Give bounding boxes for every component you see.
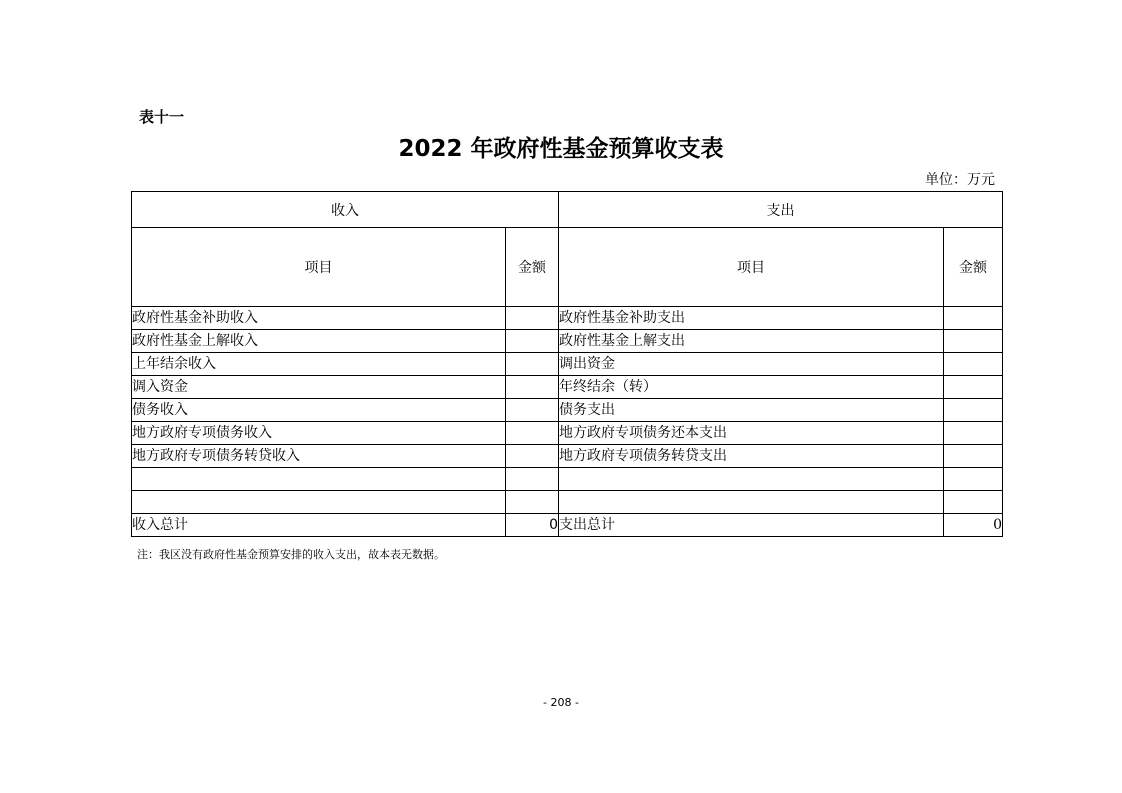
expense-item-cell: 政府性基金上解支出 [559,330,944,353]
expense-amount-header: 金额 [944,228,1003,307]
income-item-header: 项目 [132,228,506,307]
expense-item-cell: 调出资金 [559,353,944,376]
expense-item-cell: 地方政府专项债务转贷支出 [559,445,944,468]
income-amount-cell [506,468,559,491]
income-header: 收入 [132,192,559,228]
table-row [132,468,1003,491]
expense-item-cell: 年终结余（转） [559,376,944,399]
income-total-label: 收入总计 [132,514,506,537]
income-item-cell: 地方政府专项债务收入 [132,422,506,445]
expense-category-cell: 债务支出 [559,399,944,422]
expense-amount-cell [944,445,1003,468]
table-label: 表十一 [139,108,185,126]
expense-amount-cell [944,330,1003,353]
section-header-row [132,192,1003,228]
table-row [132,307,1003,330]
budget-table [131,191,1003,537]
income-amount-cell [506,422,559,445]
expense-item-cell: 地方政府专项债务还本支出 [559,422,944,445]
expense-total-label: 支出总计 [559,514,944,537]
table-row [132,353,1003,376]
table-row [132,399,1003,422]
income-amount-cell [506,445,559,468]
table-row [132,445,1003,468]
expense-amount-cell [944,422,1003,445]
table-row [132,422,1003,445]
income-category-cell: 债务收入 [132,399,506,422]
income-total-amount: 0 [506,514,559,537]
unit-label: 单位：万元 [925,172,995,188]
income-item-cell: 政府性基金补助收入 [132,307,506,330]
income-amount-cell [506,491,559,514]
expense-item-cell [559,468,944,491]
income-item-cell: 政府性基金上解收入 [132,330,506,353]
column-header-row [132,228,1003,307]
table-row [132,376,1003,399]
expense-amount-cell [944,399,1003,422]
income-amount-cell [506,353,559,376]
income-amount-cell [506,307,559,330]
income-amount-cell [506,399,559,422]
expense-amount-cell [944,353,1003,376]
expense-amount-cell [944,468,1003,491]
expense-amount-cell [944,491,1003,514]
income-item-cell: 上年结余收入 [132,353,506,376]
expense-header: 支出 [559,192,1003,228]
expense-item-cell [559,491,944,514]
income-item-cell [132,468,506,491]
income-item-cell [132,491,506,514]
expense-amount-cell [944,307,1003,330]
expense-item-header: 项目 [559,228,944,307]
expense-amount-cell [944,376,1003,399]
expense-total-amount: 0 [944,514,1003,537]
income-amount-cell [506,330,559,353]
income-amount-cell [506,376,559,399]
income-amount-header: 金额 [506,228,559,307]
footnote: 注：我区没有政府性基金预算安排的收入支出，故本表无数据。 [137,548,445,561]
income-item-cell: 调入资金 [132,376,506,399]
total-row [132,514,1003,537]
table-row [132,491,1003,514]
page-number: - 208 - [543,696,579,709]
expense-item-cell: 政府性基金补助支出 [559,307,944,330]
table-row [132,330,1003,353]
page-title: 2022 年政府性基金预算收支表 [398,136,724,162]
income-item-cell: 地方政府专项债务转贷收入 [132,445,506,468]
